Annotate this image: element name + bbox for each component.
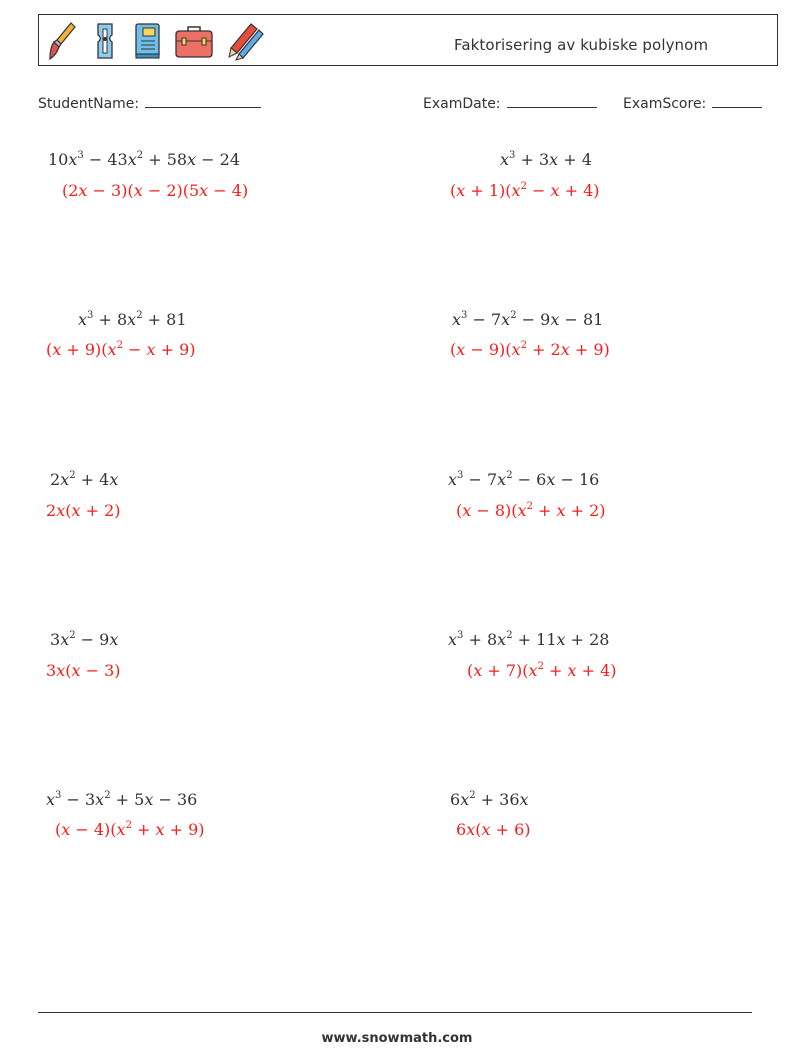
problem-1: $10x^3 - 43x^2 + 58x - 24$	[48, 150, 241, 169]
student-name-label: StudentName:	[38, 96, 140, 112]
paintbrush-icon	[47, 20, 79, 62]
answer-3: $(x + 9)(x^2 - x + 9)$	[46, 340, 196, 359]
problem-9: $x^3 - 3x^2 + 5x - 36$	[46, 790, 198, 809]
sharpener-icon	[89, 20, 121, 62]
student-name-blank[interactable]	[145, 93, 261, 108]
notebook-icon	[131, 20, 163, 62]
answer-6: $(x - 8)(x^2 + x + 2)$	[456, 501, 606, 520]
problem-6: $x^3 - 7x^2 - 6x - 16$	[448, 470, 600, 489]
problem-8: $x^3 + 8x^2 + 11x + 28$	[448, 630, 610, 649]
exam-score-blank[interactable]	[712, 93, 762, 108]
page-title: Faktorisering av kubiske polynom	[454, 36, 709, 54]
footer-divider	[38, 1012, 752, 1013]
exam-date-label: ExamDate:	[423, 96, 501, 112]
answer-10: 6x(x + 6)	[456, 820, 531, 839]
exam-date-field	[423, 93, 597, 112]
student-name-field	[38, 93, 261, 112]
exam-date-blank[interactable]	[507, 93, 597, 108]
briefcase-icon	[173, 20, 215, 62]
problem-5: $2x^2 + 4x$	[50, 470, 119, 489]
answer-8: $(x + 7)(x^2 + x + 4)$	[467, 661, 617, 680]
answer-5: 2x(x + 2)	[46, 501, 121, 520]
answer-7: 3x(x − 3)	[46, 661, 121, 680]
answer-1: (2x − 3)(x − 2)(5x − 4)	[62, 181, 249, 200]
answer-4: $(x - 9)(x^2 + 2x + 9)$	[450, 340, 610, 359]
exam-score-field	[623, 93, 762, 112]
problem-10: $6x^2 + 36x$	[450, 790, 529, 809]
answer-9: $(x - 4)(x^2 + x + 9)$	[55, 820, 205, 839]
problem-4: $x^3 - 7x^2 - 9x - 81$	[452, 310, 604, 329]
answer-2: $(x + 1)(x^2 - x + 4)$	[450, 181, 600, 200]
pencils-icon	[225, 20, 265, 62]
header-icons	[47, 20, 265, 62]
header-box	[38, 14, 778, 66]
footer-url: www.snowmath.com	[321, 1031, 473, 1046]
exam-score-label: ExamScore:	[623, 96, 707, 112]
problem-2: $x^3 + 3x + 4$	[500, 150, 592, 169]
problem-3: $x^3 + 8x^2 + 81$	[78, 310, 187, 329]
problem-7: $3x^2 - 9x$	[50, 630, 119, 649]
